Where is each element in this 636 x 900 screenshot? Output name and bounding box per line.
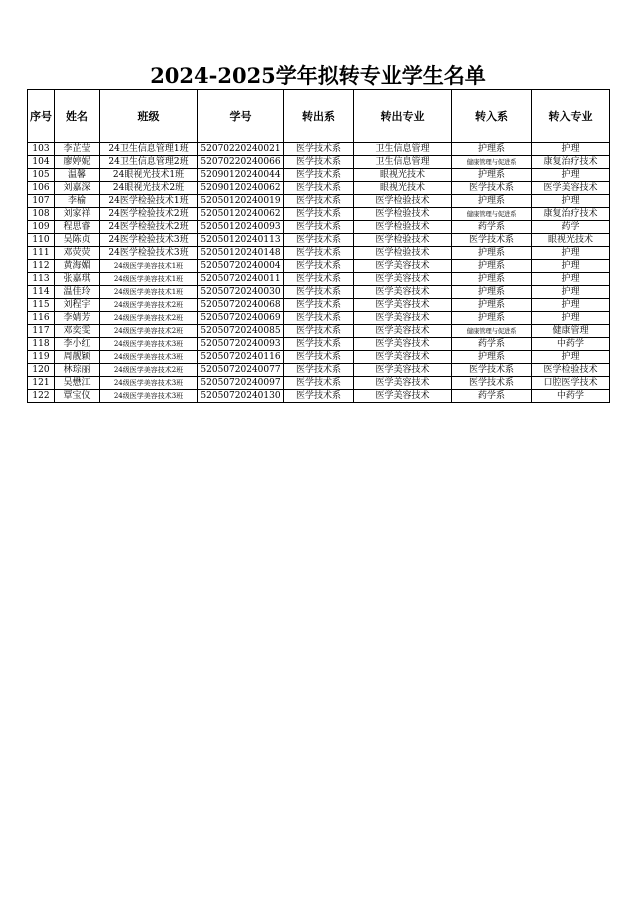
class-cell: 24卫生信息管理2班 (100, 156, 198, 169)
from-dept-cell: 医学技术系 (284, 208, 354, 221)
table-row (28, 169, 610, 182)
from-dept-cell: 医学技术系 (284, 221, 354, 234)
class-cell: 24眼视光技术1班 (100, 169, 198, 182)
class-cell: 24医学检验技术2班 (100, 221, 198, 234)
to-major-cell: 护理 (532, 195, 610, 208)
to-dept-cell: 护理系 (452, 286, 532, 299)
student-id-cell: 52050720240077 (198, 364, 284, 377)
from-dept-cell: 医学技术系 (284, 195, 354, 208)
class-cell: 24级医学美容技术2班 (100, 325, 198, 338)
header-row (28, 90, 610, 143)
class-cell: 24眼视光技术2班 (100, 182, 198, 195)
header-name: 姓名 (55, 90, 100, 143)
to-dept-cell: 药学系 (452, 338, 532, 351)
to-major-cell: 护理 (532, 286, 610, 299)
to-dept-cell: 医学技术系 (452, 377, 532, 390)
name-cell: 黄海媚 (55, 260, 100, 273)
table-row (28, 286, 610, 299)
header-from-major: 转出专业 (354, 90, 452, 143)
class-cell: 24级医学美容技术2班 (100, 312, 198, 325)
from-major-cell: 眼视光技术 (354, 169, 452, 182)
seq-cell: 122 (28, 390, 55, 403)
header-student-id: 学号 (198, 90, 284, 143)
table-row (28, 364, 610, 377)
from-major-cell: 医学美容技术 (354, 390, 452, 403)
to-dept-cell: 护理系 (452, 247, 532, 260)
student-id-cell: 52070220240066 (198, 156, 284, 169)
from-dept-cell: 医学技术系 (284, 169, 354, 182)
name-cell: 周靓颖 (55, 351, 100, 364)
from-major-cell: 医学美容技术 (354, 377, 452, 390)
name-cell: 李榆 (55, 195, 100, 208)
from-dept-cell: 医学技术系 (284, 286, 354, 299)
student-id-cell: 52050720240030 (198, 286, 284, 299)
header-class: 班级 (100, 90, 198, 143)
name-cell: 刘程宇 (55, 299, 100, 312)
table-row (28, 208, 610, 221)
seq-cell: 110 (28, 234, 55, 247)
from-major-cell: 医学美容技术 (354, 325, 452, 338)
to-major-cell: 护理 (532, 247, 610, 260)
table-row (28, 143, 610, 156)
to-dept-cell: 护理系 (452, 169, 532, 182)
from-dept-cell: 医学技术系 (284, 364, 354, 377)
from-dept-cell: 医学技术系 (284, 234, 354, 247)
from-major-cell: 医学检验技术 (354, 221, 452, 234)
to-major-cell: 药学 (532, 221, 610, 234)
student-id-cell: 52070220240021 (198, 143, 284, 156)
student-id-cell: 52090120240062 (198, 182, 284, 195)
from-dept-cell: 医学技术系 (284, 143, 354, 156)
table-row (28, 377, 610, 390)
class-cell: 24级医学美容技术3班 (100, 377, 198, 390)
student-id-cell: 52050120240062 (198, 208, 284, 221)
to-dept-cell: 护理系 (452, 143, 532, 156)
class-cell: 24医学检验技术2班 (100, 208, 198, 221)
student-id-cell: 52050720240011 (198, 273, 284, 286)
to-major-cell: 护理 (532, 169, 610, 182)
to-dept-cell: 医学技术系 (452, 364, 532, 377)
class-cell: 24级医学美容技术3班 (100, 338, 198, 351)
to-major-cell: 健康管理 (532, 325, 610, 338)
name-cell: 李芷莹 (55, 143, 100, 156)
from-major-cell: 医学美容技术 (354, 273, 452, 286)
class-cell: 24医学检验技术1班 (100, 195, 198, 208)
seq-cell: 109 (28, 221, 55, 234)
student-transfer-table (27, 89, 610, 403)
table-row (28, 325, 610, 338)
seq-cell: 103 (28, 143, 55, 156)
table-row (28, 312, 610, 325)
name-cell: 程思睿 (55, 221, 100, 234)
header-to-dept: 转入系 (452, 90, 532, 143)
to-major-cell: 护理 (532, 299, 610, 312)
table-row (28, 351, 610, 364)
student-id-cell: 52050720240069 (198, 312, 284, 325)
header-seq: 序号 (28, 90, 55, 143)
student-id-cell: 52050120240148 (198, 247, 284, 260)
seq-cell: 118 (28, 338, 55, 351)
from-dept-cell: 医学技术系 (284, 351, 354, 364)
seq-cell: 116 (28, 312, 55, 325)
to-dept-cell: 健康管理与促进系 (452, 208, 532, 221)
seq-cell: 113 (28, 273, 55, 286)
from-major-cell: 医学检验技术 (354, 247, 452, 260)
name-cell: 林琮丽 (55, 364, 100, 377)
table-row (28, 247, 610, 260)
name-cell: 廖婷妮 (55, 156, 100, 169)
table-row (28, 299, 610, 312)
to-dept-cell: 护理系 (452, 299, 532, 312)
from-dept-cell: 医学技术系 (284, 273, 354, 286)
seq-cell: 106 (28, 182, 55, 195)
student-id-cell: 52050120240093 (198, 221, 284, 234)
seq-cell: 104 (28, 156, 55, 169)
table-row (28, 195, 610, 208)
to-major-cell: 医学美容技术 (532, 182, 610, 195)
to-dept-cell: 药学系 (452, 221, 532, 234)
table-row (28, 234, 610, 247)
to-major-cell: 康复治疗技术 (532, 156, 610, 169)
table-row (28, 156, 610, 169)
name-cell: 刘嘉深 (55, 182, 100, 195)
from-dept-cell: 医学技术系 (284, 182, 354, 195)
from-major-cell: 医学美容技术 (354, 286, 452, 299)
from-dept-cell: 医学技术系 (284, 156, 354, 169)
class-cell: 24级医学美容技术2班 (100, 299, 198, 312)
from-dept-cell: 医学技术系 (284, 312, 354, 325)
from-dept-cell: 医学技术系 (284, 325, 354, 338)
student-id-cell: 52050720240085 (198, 325, 284, 338)
to-major-cell: 眼视光技术 (532, 234, 610, 247)
from-major-cell: 医学检验技术 (354, 195, 452, 208)
class-cell: 24医学检验技术3班 (100, 247, 198, 260)
name-cell: 李小红 (55, 338, 100, 351)
class-cell: 24级医学美容技术1班 (100, 286, 198, 299)
to-dept-cell: 护理系 (452, 273, 532, 286)
class-cell: 24级医学美容技术1班 (100, 273, 198, 286)
name-cell: 张嘉琪 (55, 273, 100, 286)
from-major-cell: 医学美容技术 (354, 338, 452, 351)
seq-cell: 115 (28, 299, 55, 312)
seq-cell: 112 (28, 260, 55, 273)
name-cell: 刘家祥 (55, 208, 100, 221)
from-major-cell: 医学美容技术 (354, 351, 452, 364)
from-major-cell: 医学美容技术 (354, 260, 452, 273)
from-dept-cell: 医学技术系 (284, 377, 354, 390)
table-row (28, 338, 610, 351)
to-major-cell: 中药学 (532, 390, 610, 403)
to-dept-cell: 健康管理与促进系 (452, 156, 532, 169)
from-major-cell: 医学检验技术 (354, 208, 452, 221)
to-major-cell: 医学检验技术 (532, 364, 610, 377)
to-major-cell: 护理 (532, 312, 610, 325)
table-body (28, 143, 610, 403)
to-major-cell: 口腔医学技术 (532, 377, 610, 390)
name-cell: 覃宝仪 (55, 390, 100, 403)
seq-cell: 108 (28, 208, 55, 221)
from-major-cell: 卫生信息管理 (354, 156, 452, 169)
from-major-cell: 医学美容技术 (354, 299, 452, 312)
class-cell: 24级医学美容技术3班 (100, 351, 198, 364)
from-major-cell: 医学检验技术 (354, 234, 452, 247)
seq-cell: 105 (28, 169, 55, 182)
student-id-cell: 52050120240019 (198, 195, 284, 208)
to-major-cell: 护理 (532, 273, 610, 286)
from-major-cell: 眼视光技术 (354, 182, 452, 195)
seq-cell: 117 (28, 325, 55, 338)
student-id-cell: 52050720240130 (198, 390, 284, 403)
to-major-cell: 护理 (532, 351, 610, 364)
student-id-cell: 52050720240004 (198, 260, 284, 273)
to-major-cell: 护理 (532, 143, 610, 156)
from-major-cell: 卫生信息管理 (354, 143, 452, 156)
class-cell: 24卫生信息管理1班 (100, 143, 198, 156)
to-dept-cell: 药学系 (452, 390, 532, 403)
name-cell: 温佳玲 (55, 286, 100, 299)
name-cell: 邓奕雯 (55, 325, 100, 338)
seq-cell: 119 (28, 351, 55, 364)
to-dept-cell: 健康管理与促进系 (452, 325, 532, 338)
to-dept-cell: 护理系 (452, 312, 532, 325)
name-cell: 吴懋江 (55, 377, 100, 390)
to-major-cell: 中药学 (532, 338, 610, 351)
to-major-cell: 护理 (532, 260, 610, 273)
to-dept-cell: 护理系 (452, 351, 532, 364)
name-cell: 李婧芳 (55, 312, 100, 325)
name-cell: 吴陈贞 (55, 234, 100, 247)
student-id-cell: 52050720240116 (198, 351, 284, 364)
to-dept-cell: 医学技术系 (452, 234, 532, 247)
from-dept-cell: 医学技术系 (284, 260, 354, 273)
student-id-cell: 52050720240097 (198, 377, 284, 390)
to-dept-cell: 医学技术系 (452, 182, 532, 195)
from-dept-cell: 医学技术系 (284, 247, 354, 260)
seq-cell: 121 (28, 377, 55, 390)
table-row (28, 390, 610, 403)
table-row (28, 273, 610, 286)
class-cell: 24级医学美容技术3班 (100, 390, 198, 403)
student-id-cell: 52050120240113 (198, 234, 284, 247)
from-dept-cell: 医学技术系 (284, 299, 354, 312)
from-dept-cell: 医学技术系 (284, 338, 354, 351)
from-major-cell: 医学美容技术 (354, 364, 452, 377)
to-major-cell: 康复治疗技术 (532, 208, 610, 221)
class-cell: 24级医学美容技术2班 (100, 364, 198, 377)
page-title: 2024-2025学年拟转专业学生名单 (150, 63, 486, 88)
student-id-cell: 52050720240068 (198, 299, 284, 312)
table-row (28, 221, 610, 234)
table-row (28, 182, 610, 195)
student-id-cell: 52050720240093 (198, 338, 284, 351)
student-id-cell: 52090120240044 (198, 169, 284, 182)
seq-cell: 114 (28, 286, 55, 299)
table-row (28, 260, 610, 273)
header-from-dept: 转出系 (284, 90, 354, 143)
name-cell: 邓荧荧 (55, 247, 100, 260)
seq-cell: 120 (28, 364, 55, 377)
from-dept-cell: 医学技术系 (284, 390, 354, 403)
to-dept-cell: 护理系 (452, 195, 532, 208)
seq-cell: 107 (28, 195, 55, 208)
seq-cell: 111 (28, 247, 55, 260)
to-dept-cell: 护理系 (452, 260, 532, 273)
class-cell: 24级医学美容技术1班 (100, 260, 198, 273)
class-cell: 24医学检验技术3班 (100, 234, 198, 247)
name-cell: 温馨 (55, 169, 100, 182)
header-to-major: 转入专业 (532, 90, 610, 143)
from-major-cell: 医学美容技术 (354, 312, 452, 325)
